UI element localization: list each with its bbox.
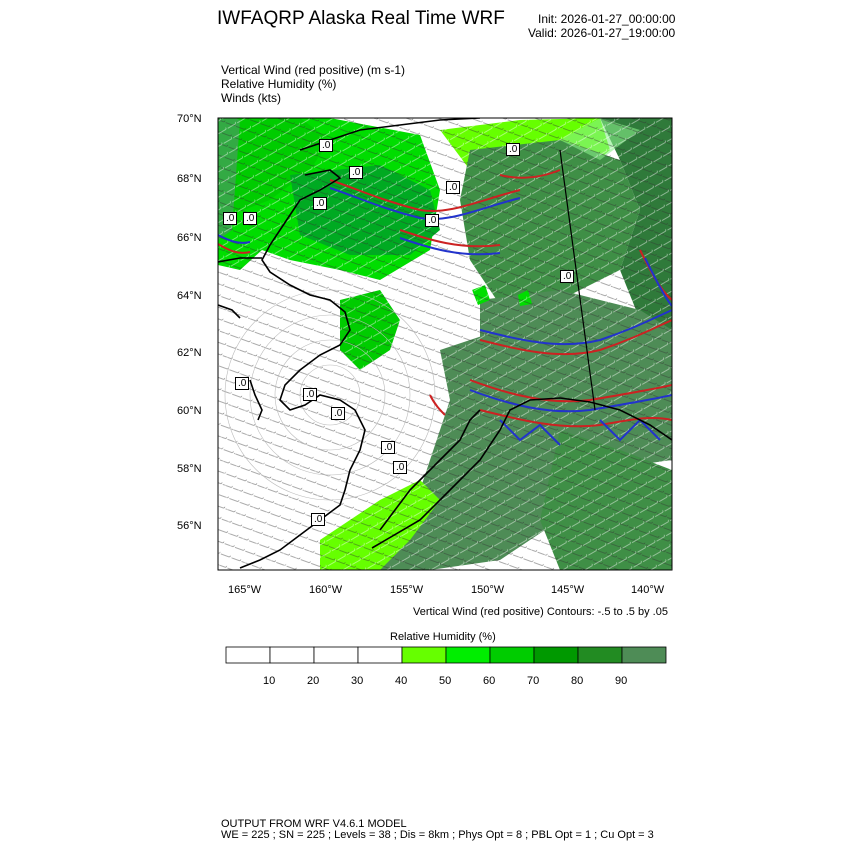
contour-label: .0 <box>349 166 363 179</box>
wind-barbs <box>218 118 672 570</box>
lat-label-68n: 68°N <box>177 173 202 185</box>
contour-label: .0 <box>506 143 520 156</box>
init-time: Init: 2026-01-27_00:00:00 <box>538 12 676 26</box>
lat-label-56n: 56°N <box>177 520 202 532</box>
contour-label: .0 <box>311 513 325 526</box>
colorbar-box <box>622 647 666 663</box>
contour-label: .0 <box>425 214 439 227</box>
lat-label-60n: 60°N <box>177 405 202 417</box>
contour-label: .0 <box>235 377 249 390</box>
lon-label-140w: 140°W <box>631 584 665 596</box>
colorbar-label: 70 <box>527 675 540 687</box>
footer-model: OUTPUT FROM WRF V4.6.1 MODEL <box>221 818 407 830</box>
contour-label: .0 <box>313 197 327 210</box>
colorbar-box <box>314 647 358 663</box>
colorbar-box <box>490 647 534 663</box>
colorbar-box <box>270 647 314 663</box>
contour-label: .0 <box>303 388 317 401</box>
contour-note: Vertical Wind (red positive) Contours: -.5 to .5 by .05 <box>413 606 668 618</box>
colorbar-label: 10 <box>263 675 276 687</box>
valid-time: Valid: 2026-01-27_19:00:00 <box>528 26 676 40</box>
footer-params: WE = 225 ; SN = 225 ; Levels = 38 ; Dis = 8km ; Phys Opt = 8 ; PBL Opt = 1 ; Cu Opt = 3 <box>221 829 654 841</box>
lon-label-160w: 160°W <box>309 584 343 596</box>
colorbar-title: Relative Humidity (%) <box>390 631 496 643</box>
contour-label: .0 <box>381 441 395 454</box>
plot-title: IWFAQRP Alaska Real Time WRF <box>217 8 505 29</box>
lon-label-150w: 150°W <box>471 584 505 596</box>
colorbar-box <box>226 647 270 663</box>
lat-label-62n: 62°N <box>177 347 202 359</box>
contour-label: .0 <box>243 212 257 225</box>
colorbar-label: 80 <box>571 675 584 687</box>
contour-label: .0 <box>223 212 237 225</box>
colorbar-label: 20 <box>307 675 320 687</box>
colorbar-box <box>446 647 490 663</box>
colorbar-box <box>578 647 622 663</box>
field-winds: Winds (kts) <box>221 91 281 105</box>
colorbar-box <box>534 647 578 663</box>
colorbar <box>226 647 666 663</box>
contour-label: .0 <box>331 407 345 420</box>
field-relative-humidity: Relative Humidity (%) <box>221 77 337 91</box>
contour-label: .0 <box>560 270 574 283</box>
lon-label-145w: 145°W <box>551 584 585 596</box>
colorbar-label: 40 <box>395 675 408 687</box>
colorbar-label: 50 <box>439 675 452 687</box>
field-vertical-wind: Vertical Wind (red positive) (m s-1) <box>221 63 406 77</box>
lat-label-58n: 58°N <box>177 463 202 475</box>
lat-label-66n: 66°N <box>177 232 202 244</box>
colorbar-label: 90 <box>615 675 628 687</box>
lon-label-155w: 155°W <box>390 584 424 596</box>
colorbar-box <box>402 647 446 663</box>
colorbar-label: 30 <box>351 675 364 687</box>
lat-label-64n: 64°N <box>177 290 202 302</box>
lon-label-165w: 165°W <box>228 584 262 596</box>
colorbar-box <box>358 647 402 663</box>
lat-label-70n: 70°N <box>177 113 202 125</box>
contour-label: .0 <box>319 139 333 152</box>
map-plot-area <box>218 110 672 570</box>
colorbar-label: 60 <box>483 675 496 687</box>
contour-label: .0 <box>446 181 460 194</box>
contour-label: .0 <box>393 461 407 474</box>
